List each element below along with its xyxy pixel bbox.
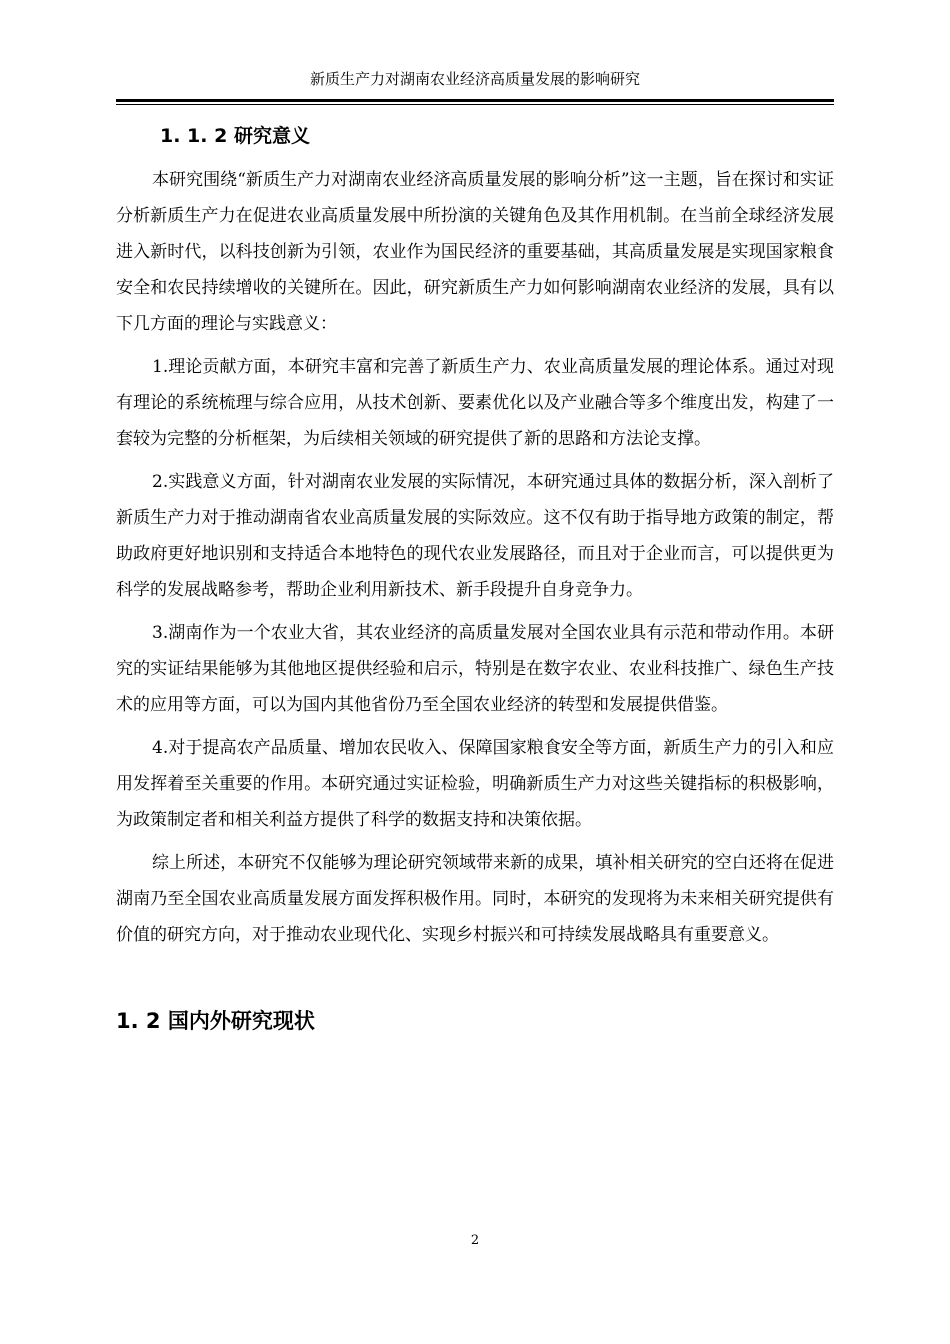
paragraph-point-3: 3.湖南作为一个农业大省，其农业经济的高质量发展对全国农业具有示范和带动作用。本研究的实证结果能够为其他地区提供经验和启示，特别是在数字农业、农业科技推广、绿色生产技术的应用等方面，可以为国内其他省份乃至全国农业经济的转型和发展提供借鉴。 [116, 623, 834, 715]
paragraph-point-4: 4.对于提高农产品质量、增加农民收入、保障国家粮食安全等方面，新质生产力的引入和应用发挥着至关重要的作用。本研究通过实证检验，明确新质生产力对这些关键指标的积极影响，为政策制定者和相关利益方提供了科学的数据支持和决策依据。 [116, 738, 834, 830]
page-number: 2 [470, 1233, 480, 1248]
header-rule-thick [116, 99, 834, 102]
paragraph-point-2: 2.实践意义方面，针对湖南农业发展的实际情况，本研究通过具体的数据分析，深入剖析了新质生产力对于推动湖南省农业高质量发展的实际效应。这不仅有助于指导地方政策的制定，帮助政府更好地识别和支持适合本地特色的现代农业发展路径，而且对于企业而言，可以提供更为科学的发展战略参考，帮助企业利用新技术、新手段提升自身竞争力。 [116, 472, 834, 600]
running-header: 新质生产力对湖南农业经济高质量发展的影响研究 [309, 70, 640, 88]
page-body [116, 118, 834, 1039]
header-rule-thin [116, 104, 834, 105]
section-heading-1-2: 1. 2 国内外研究现状 [116, 1009, 315, 1033]
section-heading-1-1-2: 1. 1. 2 研究意义 [160, 125, 310, 147]
paragraph-summary: 综上所述，本研究不仅能够为理论研究领域带来新的成果，填补相关研究的空白还将在促进湖南乃至全国农业高质量发展方面发挥积极作用。同时，本研究的发现将为未来相关研究提供有价值的研究方向，对于推动农业现代化、实现乡村振兴和可持续发展战略具有重要意义。 [116, 853, 834, 945]
paragraph-intro: 本研究围绕“新质生产力对湖南农业经济高质量发展的影响分析”这一主题，旨在探讨和实证分析新质生产力在促进农业高质量发展中所扮演的关键角色及其作用机制。在当前全球经济发展进入新时代，以科技创新为引领，农业作为国民经济的重要基础，其高质量发展是实现国家粮食安全和农民持续增收的关键所在。因此，研究新质生产力如何影响湖南农业经济的发展，具有以下几方面的理论与实践意义： [116, 170, 834, 334]
paragraph-point-1: 1.理论贡献方面，本研究丰富和完善了新质生产力、农业高质量发展的理论体系。通过对现有理论的系统梳理与综合应用，从技术创新、要素优化以及产业融合等多个维度出发，构建了一套较为完整的分析框架，为后续相关领域的研究提供了新的思路和方法论支撑。 [116, 357, 834, 449]
